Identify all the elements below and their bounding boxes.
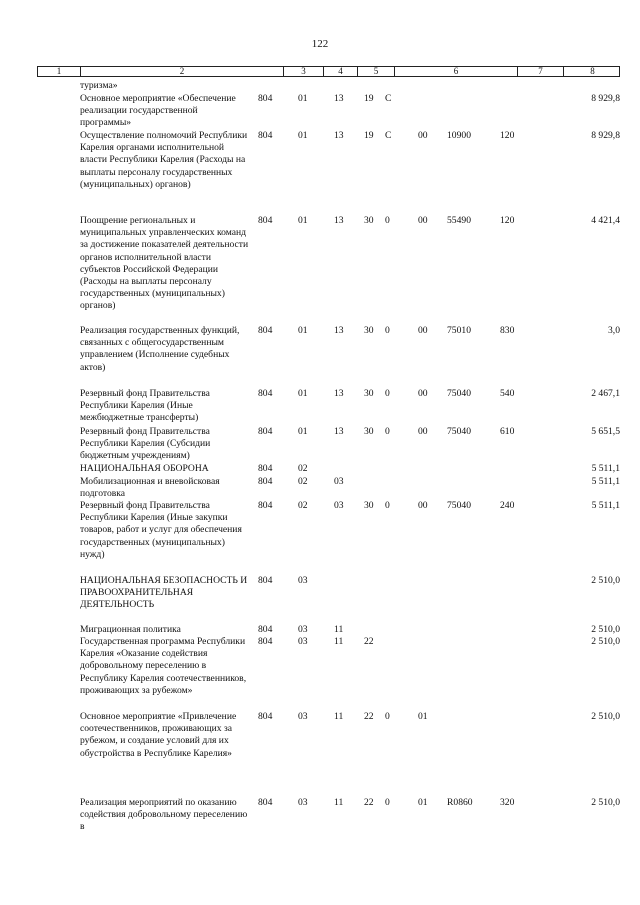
row-code-glavr: 804 [258, 476, 273, 487]
row-code-glavr: 804 [258, 624, 273, 635]
header-col-7: 7 [518, 67, 564, 76]
row-code-direction: 75040 [447, 388, 471, 399]
row-code-subprogram: 0 [385, 711, 390, 722]
row-code-glavr: 804 [258, 426, 273, 437]
row-code-event: 00 [418, 426, 428, 437]
row-code-podr: 13 [334, 93, 344, 104]
header-col-2: 2 [81, 67, 284, 76]
row-code-razd: 01 [298, 388, 308, 399]
row-name: Реализация государственных функций, связанных с общегосударственным управлением (Исполнение судебных актов) [80, 325, 240, 373]
header-col-5: 5 [358, 67, 395, 76]
table-header [37, 66, 620, 77]
row-sum: 5 511,1 [591, 463, 620, 474]
row-name: Резервный фонд Правительства Республики Карелия (Иные закупки товаров, работ и услуг для обеспечения государственных (муниципальных) нужд) [80, 500, 242, 560]
row-name: Основное мероприятие «Обеспечение реализации государственной программы» [80, 93, 236, 129]
row-code-razd: 03 [298, 711, 308, 722]
row-code-event: 00 [418, 500, 428, 511]
row-code-expense-type: 610 [500, 426, 515, 437]
row-sum: 5 511,1 [591, 476, 620, 487]
row-code-razd: 03 [298, 636, 308, 647]
row-sum: 3,0 [608, 325, 620, 336]
row-sum: 8 929,8 [591, 130, 620, 141]
row-code-podr: 11 [334, 636, 344, 647]
row-code-subprogram: 0 [385, 797, 390, 808]
row-code-program: 30 [364, 325, 374, 336]
row-code-direction: 55490 [447, 215, 471, 226]
row-name: НАЦИОНАЛЬНАЯ БЕЗОПАСНОСТЬ И ПРАВООХРАНИТЕЛЬНАЯ ДЕЯТЕЛЬНОСТЬ [80, 575, 248, 611]
row-name: Осуществление полномочий Республики Карелия органами исполнительной власти Республики Карелия (Расходы на выплаты персоналу государственных (муниципальных) органов) [80, 130, 248, 190]
row-name: Мобилизационная и вневойсковая подготовка [80, 476, 220, 500]
row-code-direction: R0860 [447, 797, 473, 808]
header-col-1: 1 [38, 67, 81, 76]
row-code-program: 22 [364, 797, 374, 808]
row-code-podr: 03 [334, 500, 344, 511]
row-code-direction: 10900 [447, 130, 471, 141]
row-code-subprogram: С [385, 93, 392, 104]
row-code-glavr: 804 [258, 93, 273, 104]
row-code-glavr: 804 [258, 325, 273, 336]
row-code-event: 01 [418, 711, 428, 722]
page-number: 122 [311, 38, 329, 50]
row-code-podr: 11 [334, 797, 344, 808]
row-name: Государственная программа Республики Карелия «Оказание содействия добровольному переселению в Республику Карелия соотечественников, проживающих за рубежом» [80, 636, 247, 696]
header-col-8: 8 [590, 66, 595, 76]
row-sum: 2 510,0 [591, 711, 620, 722]
row-name: Поощрение региональных и муниципальных управленческих команд за достижение показателей деятельности органов исполнительной власти субъектов Российской Федерации (Расходы на выплаты персоналу государственных (муниципальных) органов) [80, 215, 249, 312]
row-code-expense-type: 120 [500, 130, 515, 141]
row-code-razd: 02 [298, 500, 308, 511]
row-code-podr: 13 [334, 426, 344, 437]
row-name: НАЦИОНАЛЬНАЯ ОБОРОНА [80, 463, 209, 474]
header-col-4: 4 [324, 67, 358, 76]
row-code-expense-type: 830 [500, 325, 515, 336]
row-code-event: 01 [418, 797, 428, 808]
row-code-razd: 02 [298, 463, 308, 474]
row-code-program: 30 [364, 500, 374, 511]
row-code-podr: 13 [334, 388, 344, 399]
row-code-razd: 02 [298, 476, 308, 487]
row-code-event: 00 [418, 325, 428, 336]
row-code-glavr: 804 [258, 130, 273, 141]
row-code-glavr: 804 [258, 500, 273, 511]
row-code-podr: 11 [334, 711, 344, 722]
header-col-3: 3 [284, 67, 324, 76]
header-col-6: 6 [395, 67, 518, 76]
row-code-razd: 01 [298, 426, 308, 437]
row-code-subprogram: 0 [385, 426, 390, 437]
row-code-program: 22 [364, 636, 374, 647]
row-code-razd: 03 [298, 797, 308, 808]
row-code-razd: 03 [298, 575, 308, 586]
row-code-podr: 13 [334, 215, 344, 226]
row-sum: 2 510,0 [591, 624, 620, 635]
row-code-expense-type: 320 [500, 797, 515, 808]
row-name: Резервный фонд Правительства Республики Карелия (Иные межбюджетные трансферты) [80, 388, 210, 424]
row-code-subprogram: 0 [385, 215, 390, 226]
row-code-direction: 75010 [447, 325, 471, 336]
row-sum: 2 510,0 [591, 636, 620, 647]
row-code-glavr: 804 [258, 636, 273, 647]
row-code-subprogram: 0 [385, 388, 390, 399]
row-code-glavr: 804 [258, 388, 273, 399]
row-sum: 2 510,0 [591, 575, 620, 586]
row-name: туризма» [80, 80, 118, 91]
row-code-program: 30 [364, 388, 374, 399]
row-name: Реализация мероприятий по оказанию содействия добровольному переселению в [80, 797, 248, 833]
row-code-glavr: 804 [258, 797, 273, 808]
row-code-direction: 75040 [447, 500, 471, 511]
row-code-razd: 01 [298, 93, 308, 104]
row-code-glavr: 804 [258, 215, 273, 226]
row-code-subprogram: 0 [385, 325, 390, 336]
row-sum: 4 421,4 [591, 215, 620, 226]
row-code-expense-type: 540 [500, 388, 515, 399]
row-code-glavr: 804 [258, 463, 273, 474]
row-sum: 5 511,1 [591, 500, 620, 511]
row-code-podr: 11 [334, 624, 344, 635]
row-code-program: 22 [364, 711, 374, 722]
row-code-razd: 01 [298, 325, 308, 336]
row-code-expense-type: 120 [500, 215, 515, 226]
row-code-program: 19 [364, 93, 374, 104]
row-name: Миграционная политика [80, 624, 181, 635]
row-name: Основное мероприятие «Привлечение соотечественников, проживающих за рубежом, и создание условий для их обустройства в Республике Карелия» [80, 711, 237, 759]
row-sum: 8 929,8 [591, 93, 620, 104]
row-sum: 2 510,0 [591, 797, 620, 808]
row-code-expense-type: 240 [500, 500, 515, 511]
row-code-podr: 13 [334, 130, 344, 141]
row-sum: 5 651,5 [591, 426, 620, 437]
row-code-razd: 01 [298, 130, 308, 141]
row-code-glavr: 804 [258, 575, 273, 586]
row-code-event: 00 [418, 130, 428, 141]
row-name: Резервный фонд Правительства Республики Карелия (Субсидии бюджетным учреждениям) [80, 426, 211, 462]
row-code-subprogram: 0 [385, 500, 390, 511]
row-code-program: 30 [364, 426, 374, 437]
row-code-direction: 75040 [447, 426, 471, 437]
row-code-glavr: 804 [258, 711, 273, 722]
row-code-podr: 13 [334, 325, 344, 336]
row-code-program: 19 [364, 130, 374, 141]
row-code-podr: 03 [334, 476, 344, 487]
row-code-event: 00 [418, 388, 428, 399]
row-code-razd: 03 [298, 624, 308, 635]
row-code-subprogram: С [385, 130, 392, 141]
row-code-razd: 01 [298, 215, 308, 226]
row-code-event: 00 [418, 215, 428, 226]
row-code-program: 30 [364, 215, 374, 226]
row-sum: 2 467,1 [591, 388, 620, 399]
